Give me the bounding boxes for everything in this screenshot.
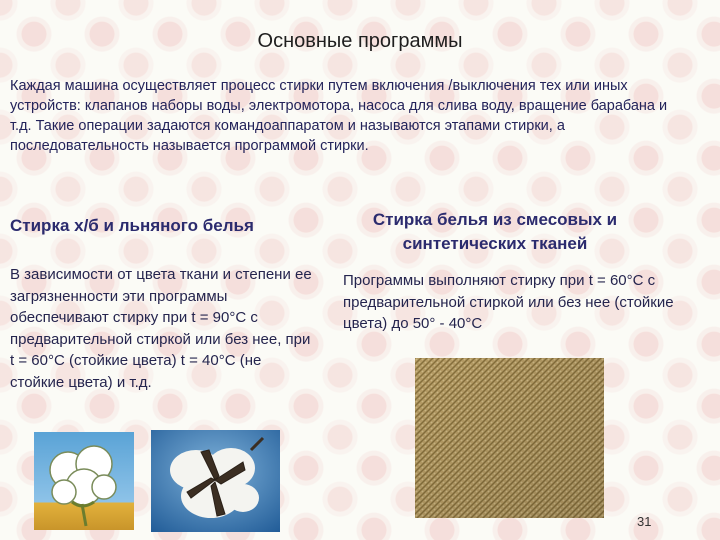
page-title: Основные программы	[257, 30, 463, 52]
cotton-boll-icon	[34, 432, 134, 530]
page-number: 31	[637, 514, 652, 529]
cotton-linen-description: В зависимости от цвета ткани и степени ее загрязненности эти программы обеспечивают стирку при t = 90°С с предварительной стиркой или без нее, при t = 60°С (стойкие цвета) t = 40°С (не стойкие цвета) и т.д.	[10, 266, 312, 391]
synthetic-fabrics-heading: Стирка белья из смесовых и синтетических тканей	[372, 210, 618, 253]
cotton-plant-photo	[151, 430, 280, 532]
cotton-linen-heading: Стирка х/б и льняного белья	[10, 216, 254, 235]
intro-paragraph: Каждая машина осуществляет процесс стирки путем включения /выключения тех или иных устройств: клапанов наборы воды, электромотора, насоса для слива воду, вращение барабана и т.д. Такие операции задаются командоаппаратом и называются этапами стирки, а последовательность называется программой стирки.	[10, 78, 668, 154]
fabric-texture-image	[415, 358, 604, 518]
synthetic-fabrics-description: Программы выполняют стирку при t = 60°С с предварительной стиркой или без нее (стойкие цвета) до 50° - 40°С	[343, 272, 674, 332]
